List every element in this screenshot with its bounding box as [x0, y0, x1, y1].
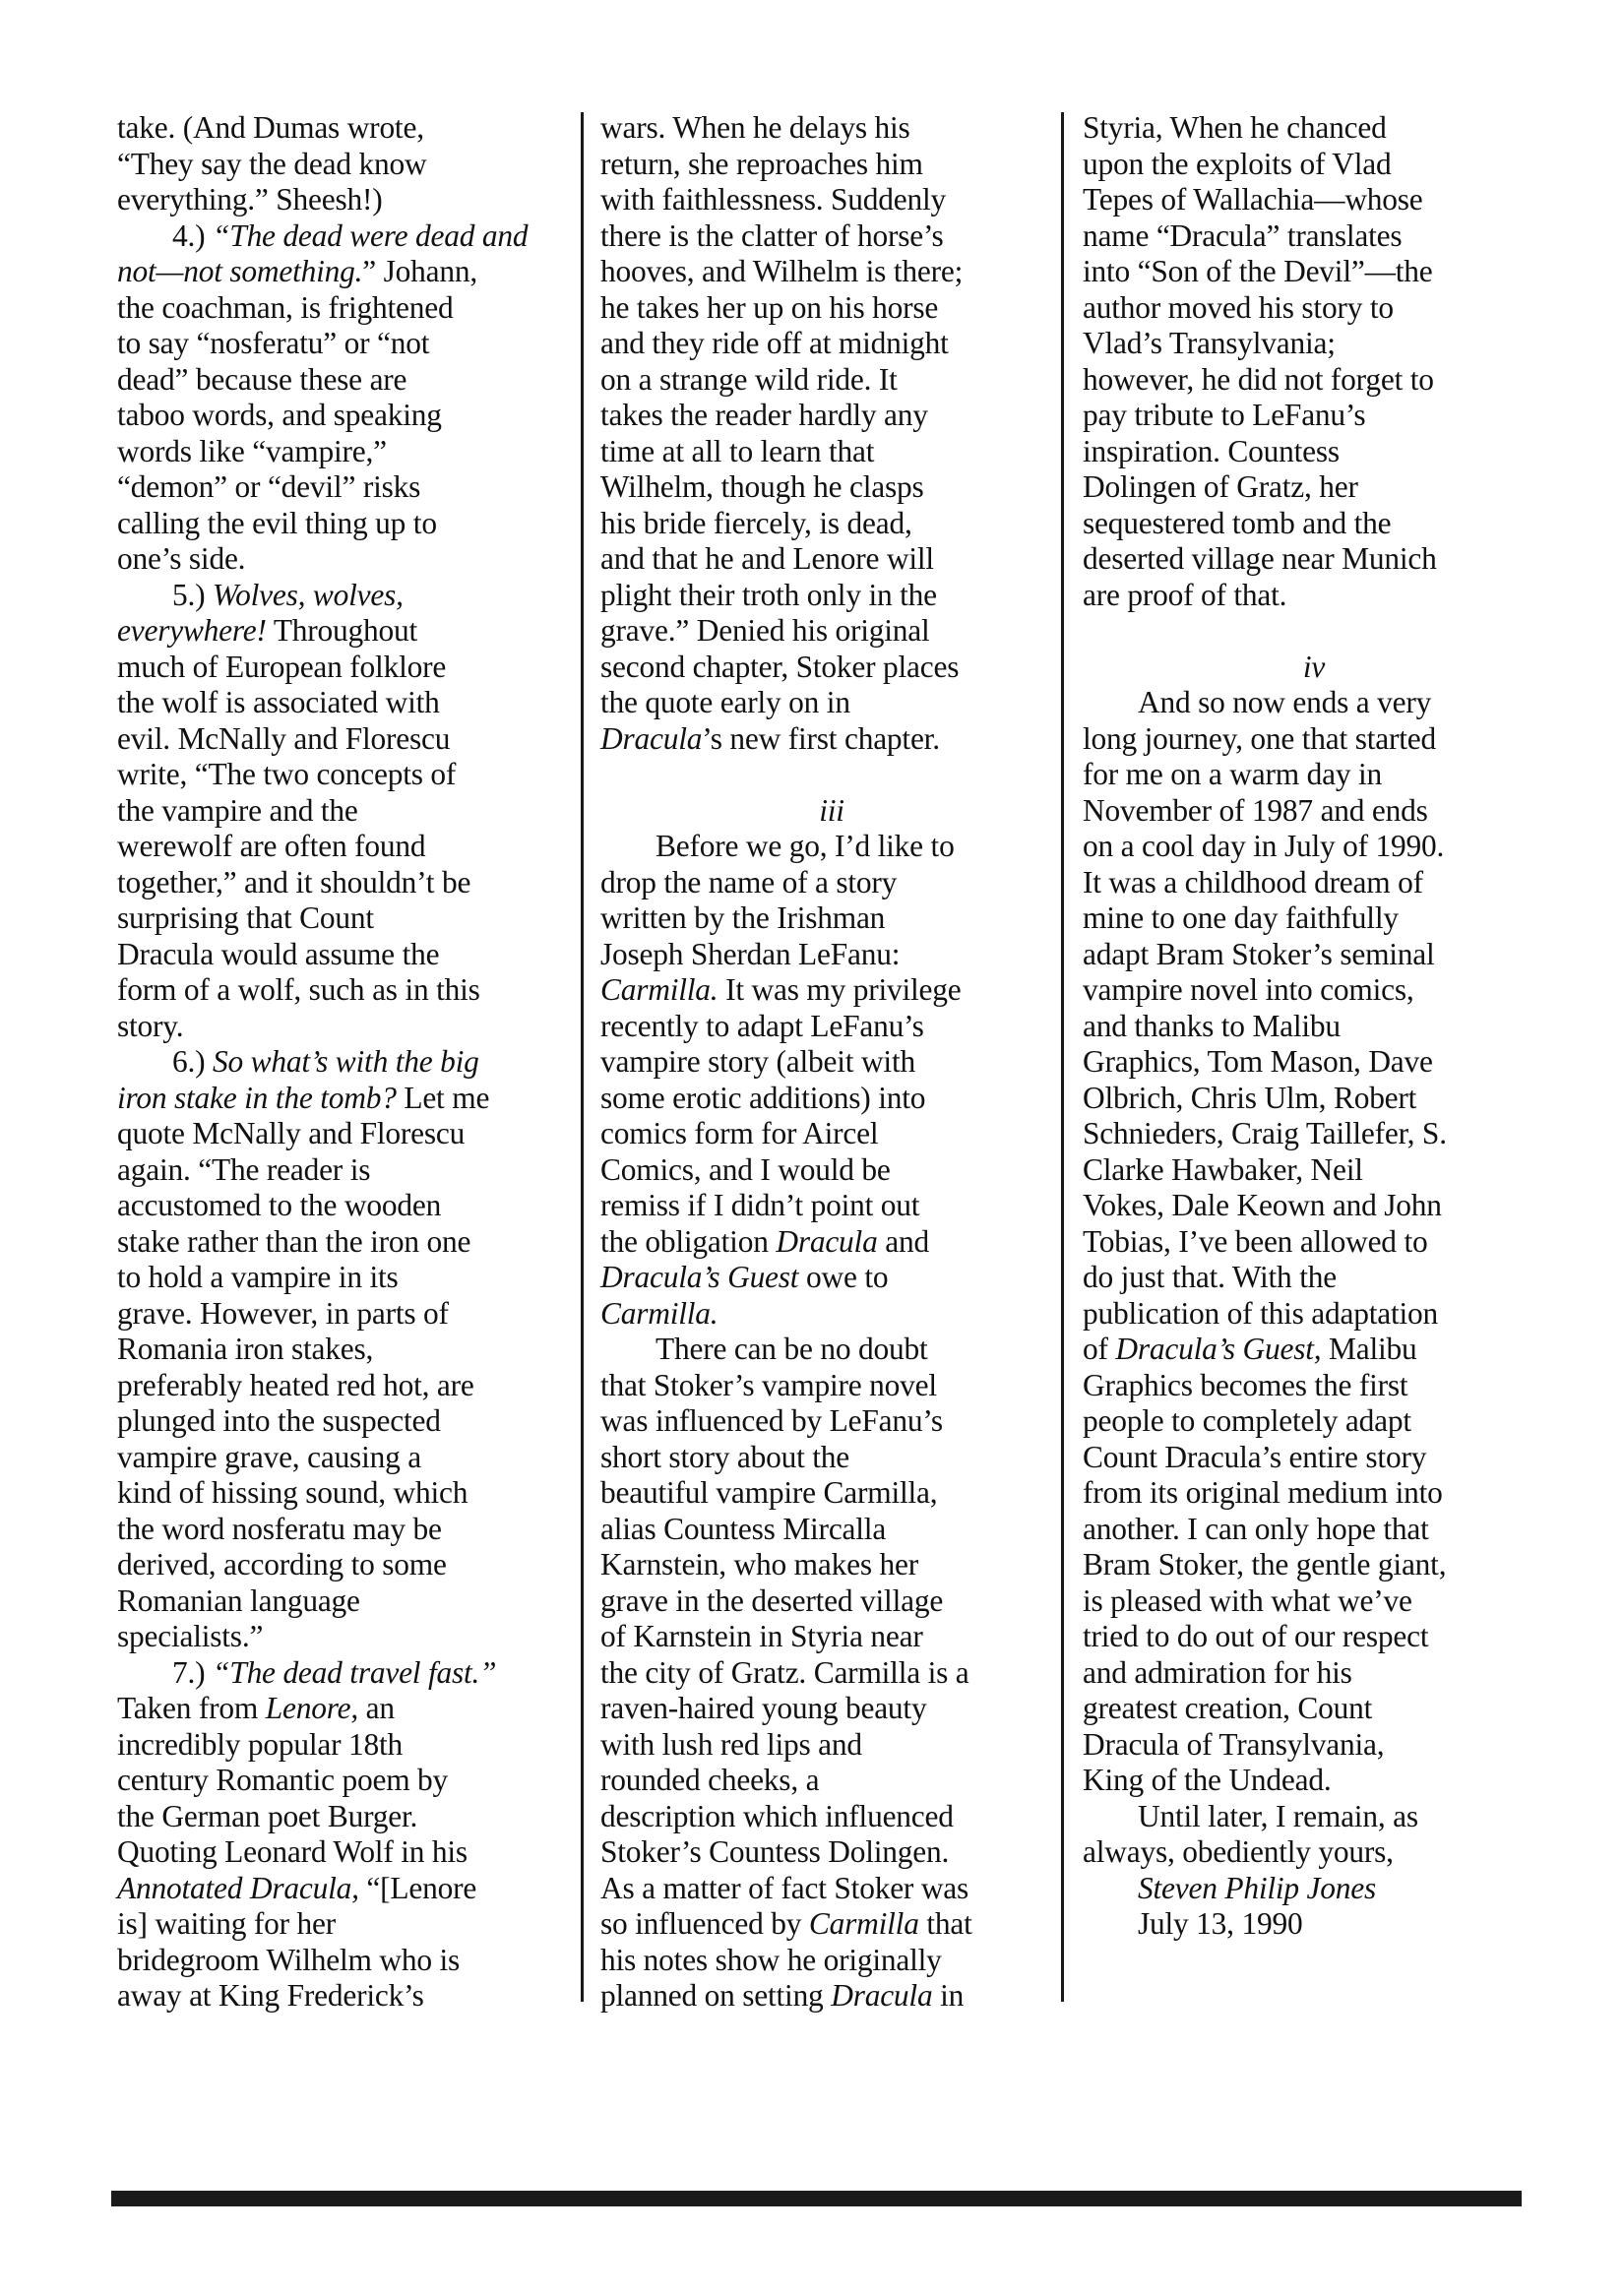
text-line: evil. McNally and Florescu: [117, 720, 451, 756]
text-line: on a cool day in July of 1990.: [1083, 829, 1445, 863]
text-line: with lush red lips and: [600, 1726, 862, 1762]
text-line: publication of this adaptation: [1083, 1295, 1439, 1331]
text-line: Tepes of Wallachia—whose: [1083, 182, 1423, 217]
text-line: again. “The reader is: [117, 1151, 371, 1187]
text-line: with faithlessness. Suddenly: [600, 182, 947, 217]
text-line: [117, 578, 572, 614]
text-line: [600, 1260, 1063, 1296]
text-line: [117, 1655, 572, 1692]
text-line: [1083, 1332, 1545, 1368]
text-line: grave.” Denied his original: [600, 613, 930, 648]
text-line: [117, 218, 572, 255]
text-line: on a strange wild ride. It: [600, 361, 898, 397]
text-line: Dracula of Transylvania,: [1083, 1726, 1385, 1762]
text-line: It was a childhood dream of: [1083, 864, 1423, 899]
text-line: adapt Bram Stoker’s seminal: [1083, 936, 1435, 971]
text-run: ’s new first chapter.: [702, 720, 940, 756]
text-line: incredibly popular 18th: [117, 1726, 404, 1762]
text-run: owe to: [798, 1260, 889, 1294]
text-line: [117, 1871, 572, 1907]
text-line: beautiful vampire Carmilla,: [600, 1475, 938, 1510]
italic-text: Steven Philip Jones: [1138, 1870, 1377, 1905]
text-line: [117, 1044, 572, 1081]
text-run: It was my privilege: [718, 972, 962, 1007]
text-run: in: [932, 1978, 965, 2013]
text-run: Throughout: [266, 613, 418, 648]
italic-text: Dracula’s Guest,: [1115, 1332, 1322, 1366]
text-line: one’s side.: [117, 541, 246, 576]
text-column-1: [117, 110, 572, 2015]
text-line: calling the evil thing up to: [117, 505, 437, 540]
text-line: take. (And Dumas wrote,: [117, 110, 424, 145]
text-line: his notes show he originally: [600, 1942, 942, 1977]
text-line: the coachman, is frightened: [117, 289, 454, 325]
text-line: Until later, I remain, as: [1138, 1798, 1418, 1833]
text-line: dead” because these are: [117, 361, 407, 397]
text-run: and: [877, 1223, 929, 1259]
text-line: stake rather than the iron one: [117, 1223, 471, 1259]
text-line: from its original medium into: [1083, 1475, 1443, 1510]
text-line: to say “nosferatu” or “not: [117, 326, 430, 360]
text-line: Before we go, I’d like to: [656, 829, 955, 863]
text-line: are proof of that.: [1083, 577, 1287, 612]
text-run: the obligation: [600, 1223, 777, 1259]
text-line: second chapter, Stoker places: [600, 649, 960, 684]
text-line: [600, 1296, 1063, 1333]
text-line: [600, 1978, 1063, 2015]
italic-text: not—not something.: [117, 254, 363, 288]
text-line: [117, 613, 572, 650]
text-line: comics form for Aircel: [600, 1116, 879, 1150]
text-line: Dracula would assume the: [117, 936, 440, 971]
text-line: [600, 972, 1063, 1009]
text-line: is] waiting for her: [117, 1906, 336, 1941]
text-line: drop the name of a story: [600, 864, 898, 899]
text-line: Comics, and I would be: [600, 1151, 891, 1187]
text-line: that Stoker’s vampire novel: [600, 1367, 937, 1402]
text-line: story.: [117, 1008, 184, 1043]
text-line: hooves, and Wilhelm is there;: [600, 254, 964, 288]
italic-text: Dracula: [600, 720, 703, 756]
section-number: iii: [819, 792, 844, 828]
text-run: 7.): [172, 1654, 214, 1690]
text-line: [117, 1081, 572, 1117]
text-line: century Romantic poem by: [117, 1763, 449, 1797]
text-run: 5.): [172, 577, 214, 612]
text-line: alias Countess Mircalla: [600, 1511, 887, 1546]
text-line: the wolf is associated with: [117, 685, 440, 719]
text-line: July 13, 1990: [1138, 1906, 1303, 1941]
text-run: 4.): [172, 217, 214, 253]
text-line: There can be no doubt: [656, 1332, 928, 1366]
text-line: however, he did not forget to: [1083, 361, 1434, 397]
text-line: Tobias, I’ve been allowed to: [1083, 1223, 1428, 1259]
text-line: “demon” or “devil” risks: [117, 469, 421, 504]
text-line: Karnstein, who makes her: [600, 1547, 918, 1582]
text-line: he takes her up on his horse: [600, 289, 939, 325]
text-line: do just that. With the: [1083, 1260, 1337, 1294]
text-line: Wilhelm, though he clasps: [600, 469, 924, 504]
text-line: write, “The two concepts of: [117, 757, 457, 791]
text-line: vampire novel into comics,: [1083, 972, 1414, 1007]
column-divider-2: [1061, 112, 1064, 2002]
text-line: deserted village near Munich: [1083, 541, 1437, 576]
text-line: grave. However, in parts of: [117, 1295, 449, 1331]
text-run: that: [918, 1906, 972, 1941]
text-line: and they ride off at midnight: [600, 326, 949, 360]
italic-text: everywhere!: [117, 613, 267, 648]
bottom-rule: [111, 2191, 1522, 2206]
text-run: 6.): [172, 1044, 214, 1079]
text-line: the word nosferatu may be: [117, 1511, 442, 1546]
italic-text: Carmilla: [808, 1906, 919, 1941]
text-line: and thanks to Malibu: [1083, 1008, 1341, 1043]
text-run: “[Lenore: [358, 1870, 477, 1905]
text-line: grave in the deserted village: [600, 1582, 944, 1618]
italic-text: “The dead were dead and: [213, 217, 529, 253]
text-line: some erotic additions) into: [600, 1080, 926, 1115]
text-line: Romania iron stakes,: [117, 1332, 374, 1366]
text-run: so influenced by: [600, 1906, 809, 1941]
text-line: another. I can only hope that: [1083, 1511, 1429, 1546]
text-line: November of 1987 and ends: [1083, 792, 1428, 828]
text-line: description which influenced: [600, 1798, 954, 1833]
italic-text: Annotated Dracula,: [117, 1870, 359, 1905]
text-line: surprising that Count: [117, 900, 374, 935]
text-line: [600, 1224, 1063, 1261]
text-line: Joseph Sherdan LeFanu:: [600, 936, 901, 971]
text-line: [600, 1906, 1063, 1943]
text-line: the city of Gratz. Carmilla is a: [600, 1654, 969, 1690]
text-line: time at all to learn that: [600, 433, 875, 468]
text-line: his bride fiercely, is dead,: [600, 505, 912, 540]
text-line: upon the exploits of Vlad: [1083, 146, 1392, 181]
text-line: words like “vampire,”: [117, 433, 387, 468]
section-number: iv: [1302, 649, 1326, 684]
text-line: Romanian language: [117, 1582, 360, 1618]
text-line: “They say the dead know: [117, 146, 427, 181]
text-line: Clarke Hawbaker, Neil: [1083, 1151, 1363, 1187]
text-line: accustomed to the wooden: [117, 1188, 442, 1222]
text-line: together,” and it shouldn’t be: [117, 864, 471, 899]
text-run: of: [1083, 1332, 1116, 1366]
text-line: Schnieders, Craig Taillefer, S.: [1083, 1116, 1447, 1150]
text-line: kind of hissing sound, which: [117, 1475, 468, 1510]
text-line: Styria, When he chanced: [1083, 110, 1387, 145]
text-line: author moved his story to: [1083, 289, 1394, 325]
text-line: specialists.”: [117, 1619, 264, 1653]
text-line: [600, 721, 1063, 758]
text-line: form of a wolf, such as in this: [117, 972, 480, 1007]
text-line: inspiration. Countess: [1083, 433, 1340, 468]
text-line: Quoting Leonard Wolf in his: [117, 1834, 468, 1869]
text-line: Graphics becomes the first: [1083, 1367, 1408, 1402]
italic-text: “The dead travel fast.”: [213, 1654, 497, 1690]
text-line: and that he and Lenore will: [600, 541, 934, 576]
text-line: quote McNally and Florescu: [117, 1116, 466, 1150]
text-line: recently to adapt LeFanu’s: [600, 1008, 924, 1043]
italic-text: Dracula: [831, 1978, 933, 2013]
text-run: ” Johann,: [362, 254, 478, 288]
text-line: Vlad’s Transylvania;: [1083, 326, 1336, 360]
text-run: Let me: [396, 1080, 490, 1115]
italic-text: Dracula’s Guest: [600, 1260, 799, 1294]
text-line: Dolingen of Gratz, her: [1083, 469, 1358, 504]
text-line: Olbrich, Chris Ulm, Robert: [1083, 1080, 1417, 1115]
text-line: vampire story (albeit with: [600, 1044, 915, 1079]
italic-text: iron stake in the tomb?: [117, 1080, 397, 1115]
text-line: Bram Stoker, the gentle giant,: [1083, 1547, 1447, 1582]
text-line: short story about the: [600, 1439, 849, 1474]
text-line: taboo words, and speaking: [117, 398, 442, 432]
text-line: werewolf are often found: [117, 829, 426, 863]
text-line: the German poet Burger.: [117, 1798, 418, 1833]
text-line: plunged into the suspected: [117, 1403, 441, 1438]
italic-text: Lenore,: [265, 1691, 358, 1725]
text-line: rounded cheeks, a: [600, 1763, 820, 1797]
text-column-3: [1083, 110, 1545, 1943]
text-line: always, obediently yours,: [1083, 1834, 1394, 1869]
italic-text: So what’s with the big: [213, 1044, 479, 1079]
text-line: people to completely adapt: [1083, 1403, 1411, 1438]
text-line: away at King Frederick’s: [117, 1978, 424, 2013]
italic-text: Dracula: [776, 1223, 878, 1259]
text-run: Malibu: [1321, 1332, 1417, 1366]
text-line: vampire grave, causing a: [117, 1439, 421, 1474]
column-divider-1: [581, 112, 584, 2002]
text-line: name “Dracula” translates: [1083, 217, 1403, 253]
text-line: Graphics, Tom Mason, Dave: [1083, 1044, 1433, 1079]
text-line: plight their troth only in the: [600, 577, 937, 612]
text-line: bridegroom Wilhelm who is: [117, 1942, 461, 1977]
text-line: is pleased with what we’ve: [1083, 1582, 1412, 1618]
text-line: King of the Undead.: [1083, 1763, 1332, 1797]
text-line: And so now ends a very: [1138, 685, 1432, 719]
text-run: an: [357, 1691, 395, 1725]
italic-text: Carmilla.: [600, 1295, 718, 1331]
italic-text: Wolves, wolves,: [213, 577, 404, 612]
text-line: sequestered tomb and the: [1083, 505, 1392, 540]
text-line: [1083, 1871, 1545, 1907]
text-line: long journey, one that started: [1083, 720, 1436, 756]
text-run: Taken from: [117, 1691, 266, 1725]
text-line: the vampire and the: [117, 792, 358, 828]
text-column-2: [600, 110, 1063, 2015]
text-line: written by the Irishman: [600, 900, 886, 935]
text-line: there is the clatter of horse’s: [600, 217, 944, 253]
text-line: takes the reader hardly any: [600, 398, 928, 432]
text-line: [117, 254, 572, 290]
text-line: As a matter of fact Stoker was: [600, 1870, 969, 1905]
text-line: return, she reproaches him: [600, 146, 923, 181]
text-line: derived, according to some: [117, 1547, 447, 1582]
text-line: greatest creation, Count: [1083, 1691, 1373, 1725]
text-line: remiss if I didn’t point out: [600, 1188, 920, 1222]
text-line: raven-haired young beauty: [600, 1691, 927, 1725]
text-line: of Karnstein in Styria near: [600, 1619, 923, 1653]
text-line: Stoker’s Countess Dolingen.: [600, 1834, 950, 1869]
text-line: the quote early on in: [600, 685, 850, 719]
text-line: preferably heated red hot, are: [117, 1367, 474, 1402]
text-line: and admiration for his: [1083, 1654, 1352, 1690]
text-run: planned on setting: [600, 1978, 832, 2013]
text-line: was influenced by LeFanu’s: [600, 1403, 943, 1438]
text-line: into “Son of the Devil”—the: [1083, 254, 1433, 288]
text-line: wars. When he delays his: [600, 110, 910, 145]
text-line: pay tribute to LeFanu’s: [1083, 398, 1366, 432]
text-line: to hold a vampire in its: [117, 1260, 399, 1294]
text-line: much of European folklore: [117, 649, 447, 684]
text-line: everything.” Sheesh!): [117, 182, 383, 217]
text-line: tried to do out of our respect: [1083, 1619, 1429, 1653]
text-line: for me on a warm day in: [1083, 757, 1382, 791]
italic-text: Carmilla.: [600, 972, 718, 1007]
text-line: mine to one day faithfully: [1083, 900, 1399, 935]
text-line: [117, 1691, 572, 1727]
text-line: Count Dracula’s entire story: [1083, 1439, 1427, 1474]
text-line: Vokes, Dale Keown and John: [1083, 1188, 1442, 1222]
